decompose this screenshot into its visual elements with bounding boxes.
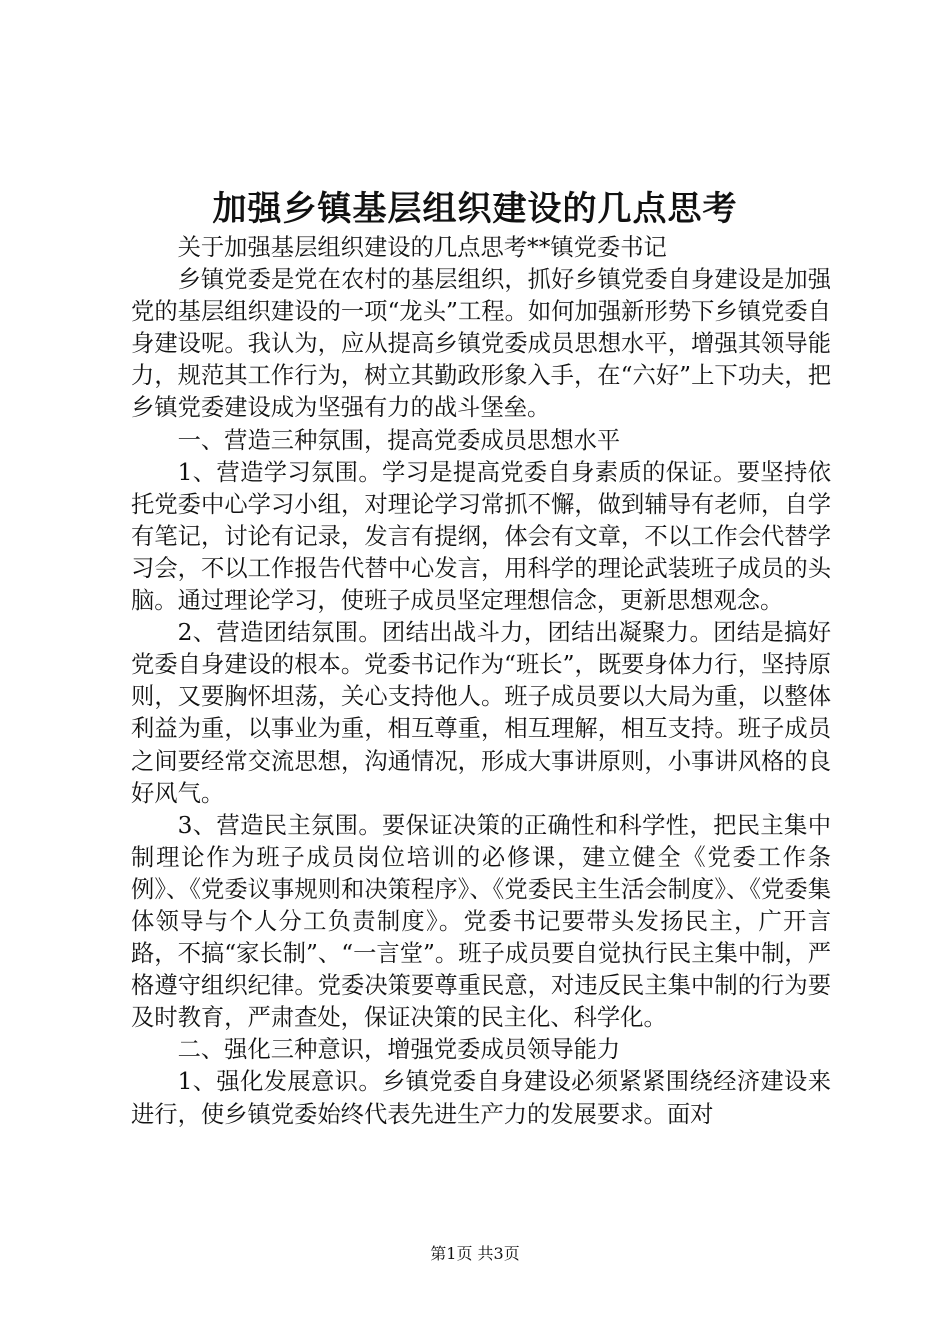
section-heading: 二、强化三种意识，增强党委成员领导能力	[177, 1036, 621, 1064]
document-body	[131, 232, 831, 1131]
body-paragraph: 1、营造学习氛围。学习是提高党委自身素质的保证。要坚持依托党委中心学习小组，对理论学习常抓不懈，做到辅导有老师，自学有笔记，讨论有记录，发言有提纲，体会有文章，不以工作会代替学习会，不以工作报告代替中心发言，用科学的理论武装班子成员的头脑。通过理论学习，使班子成员坚定理想信念，更新思想观念。	[131, 458, 831, 615]
body-paragraph: 乡镇党委是党在农村的基层组织，抓好乡镇党委自身建设是加强党的基层组织建设的一项“龙头”工程。如何加强新形势下乡镇党委自身建设呢。我认为，应从提高乡镇党委成员思想水平，增强其领导能力，规范其工作行为，树立其勤政形象入手，在“六好”上下功夫，把乡镇党委建设成为坚强有力的战斗堡垒。	[131, 266, 831, 422]
byline-paragraph: 关于加强基层组织建设的几点思考**镇党委书记	[177, 234, 667, 261]
document-title: 加强乡镇基层组织建设的几点思考	[212, 189, 738, 229]
page-number-footer: 第1页 共3页	[430, 1244, 520, 1263]
section-heading: 一、营造三种氛围，提高党委成员思想水平	[177, 426, 621, 454]
body-paragraph: 2、营造团结氛围。团结出战斗力，团结出凝聚力。团结是搞好党委自身建设的根本。党委书记作为“班长”，既要身体力行，坚持原则，又要胸怀坦荡，关心支持他人。班子成员要以大局为重，以整体利益为重，以事业为重，相互尊重，相互理解，相互支持。班子成员之间要经常交流思想，沟通情况，形成大事讲原则，小事讲风格的良好风气。	[131, 619, 831, 807]
body-paragraph: 1、强化发展意识。乡镇党委自身建设必须紧紧围绕经济建设来进行，使乡镇党委始终代表先进生产力的发展要求。面对	[131, 1068, 831, 1128]
body-paragraph: 3、营造民主氛围。要保证决策的正确性和科学性，把民主集中制理论作为班子成员岗位培训的必修课，建立健全《党委工作条例》、《党委议事规则和决策程序》、《党委民主生活会制度》、《党委集体领导与个人分工负责制度》。党委书记要带头发扬民主，广开言路，不搞“家长制”、“一言堂”。班子成员要自觉执行民主集中制，严格遵守组织纪律。党委决策要尊重民意，对违反民主集中制的行为要及时教育，严肃查处，保证决策的民主化、科学化。	[131, 811, 831, 1032]
